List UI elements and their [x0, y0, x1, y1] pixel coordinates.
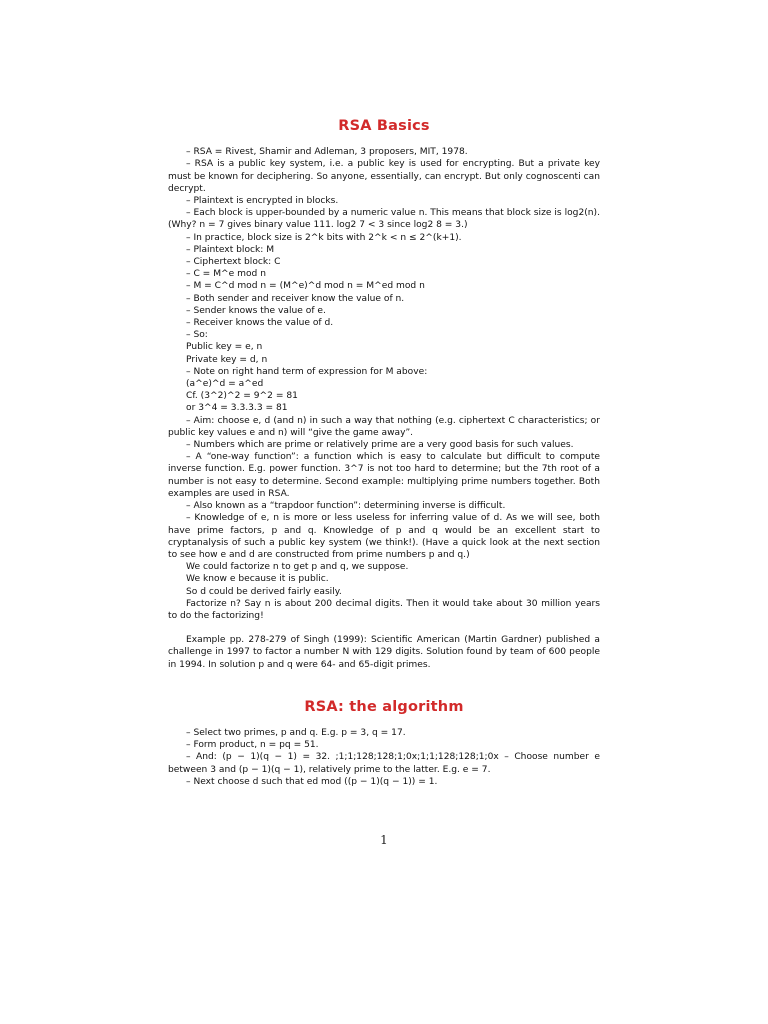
paragraph: Private key = d, n: [186, 354, 268, 365]
paragraph: (a^e)^d = a^ed: [186, 379, 264, 390]
paragraph: – Plaintext is encrypted in blocks.: [186, 196, 339, 207]
paragraph: – C = M^e mod n: [186, 269, 266, 280]
page-number: 1: [380, 833, 388, 847]
section-title-rsa-algorithm: RSA: the algorithm: [304, 698, 464, 715]
paragraph: – Receiver knows the value of d.: [186, 318, 334, 329]
paragraph: – Aim: choose e, d (and n) in such a way that nothing (e.g. ciphertext C characteristics; or public key values e and n) will “give the game away”.: [168, 415, 600, 438]
paragraph: We know e because it is public.: [186, 574, 329, 585]
paragraph: – And: (p − 1)(q − 1) = 32. ;1;1;128;128;1;0x;1;1;128;128;1;0x – Choose number e between 3 and (p − 1)(q − 1), relatively prime to the latter. E.g. e = 7.: [168, 752, 600, 775]
section-body-rsa-algorithm: [168, 727, 600, 788]
paragraph: – A “one-way function”: a function which is easy to calculate but difficult to compute inverse function. E.g. power function. 3^7 is not too hard to determine; but the 7th root of a number is not easy to determine. Second example: multiplying prime numbers together. Both examples are used in RSA.: [168, 452, 600, 499]
paragraph: – Form product, n = pq = 51.: [186, 740, 319, 751]
paragraph: – Note on right hand term of expression for M above:: [186, 366, 428, 377]
paragraph: – Knowledge of e, n is more or less useless for inferring value of d. As we will see, both have prime factors, p and q. Knowledge of p and q would be an excellent start to cryptanalysis of such a public key system (we think!). (Have a quick look at the next section to see how e and d are constructed from prime numbers p and q.): [168, 513, 600, 560]
paragraph: – Next choose d such that ed mod ((p − 1)(q − 1)) = 1.: [186, 776, 438, 787]
paragraph: [168, 622, 600, 634]
paragraph: – RSA is a public key system, i.e. a public key is used for encrypting. But a private key must be known for deciphering. So anyone, essentially, can encrypt. But only cognoscenti can decrypt.: [168, 159, 600, 194]
paragraph: We could factorize n to get p and q, we suppose.: [186, 562, 409, 573]
paragraph: Cf. (3^2)^2 = 9^2 = 81: [186, 391, 298, 402]
paragraph: – Numbers which are prime or relatively prime are a very good basis for such values.: [186, 440, 574, 451]
paragraph: – Select two primes, p and q. E.g. p = 3, q = 17.: [186, 727, 406, 738]
paragraph: – So:: [186, 330, 208, 341]
paragraph: Public key = e, n: [186, 342, 263, 353]
paragraph: – Plaintext block: M: [186, 244, 275, 255]
paragraph: – Also known as a “trapdoor function”: determining inverse is difficult.: [186, 501, 506, 512]
paragraph: So d could be derived fairly easily.: [186, 586, 342, 597]
paragraph: – In practice, block size is 2^k bits with 2^k < n ≤ 2^(k+1).: [186, 232, 462, 243]
paragraph: – Sender knows the value of e.: [186, 305, 326, 316]
paragraph: – Both sender and receiver know the value of n.: [186, 293, 405, 304]
page-content: [168, 120, 600, 788]
paragraph: or 3^4 = 3.3.3.3 = 81: [186, 403, 288, 414]
paragraph: Example pp. 278-279 of Singh (1999): Scientific American (Martin Gardner) published a challenge in 1997 to factor a number N with 129 digits. Solution found by team of 600 people in 1994. In solution p and q were 64- and 65-digit primes.: [168, 635, 600, 670]
section-title-rsa-basics: RSA Basics: [338, 118, 430, 134]
paragraph: – RSA = Rivest, Shamir and Adleman, 3 proposers, MIT, 1978.: [186, 147, 468, 158]
paragraph: – M = C^d mod n = (M^e)^d mod n = M^ed mod n: [186, 281, 425, 292]
section-body-rsa-basics: [168, 146, 600, 671]
paragraph: – Ciphertext block: C: [186, 257, 281, 268]
paragraph: – Each block is upper-bounded by a numeric value n. This means that block size is log2(n). (Why? n = 7 gives binary value 111. log2 7 < 3 since log2 8 = 3.): [168, 208, 600, 231]
paragraph: Factorize n? Say n is about 200 decimal digits. Then it would take about 30 million years to do the factorizing!: [168, 598, 600, 621]
